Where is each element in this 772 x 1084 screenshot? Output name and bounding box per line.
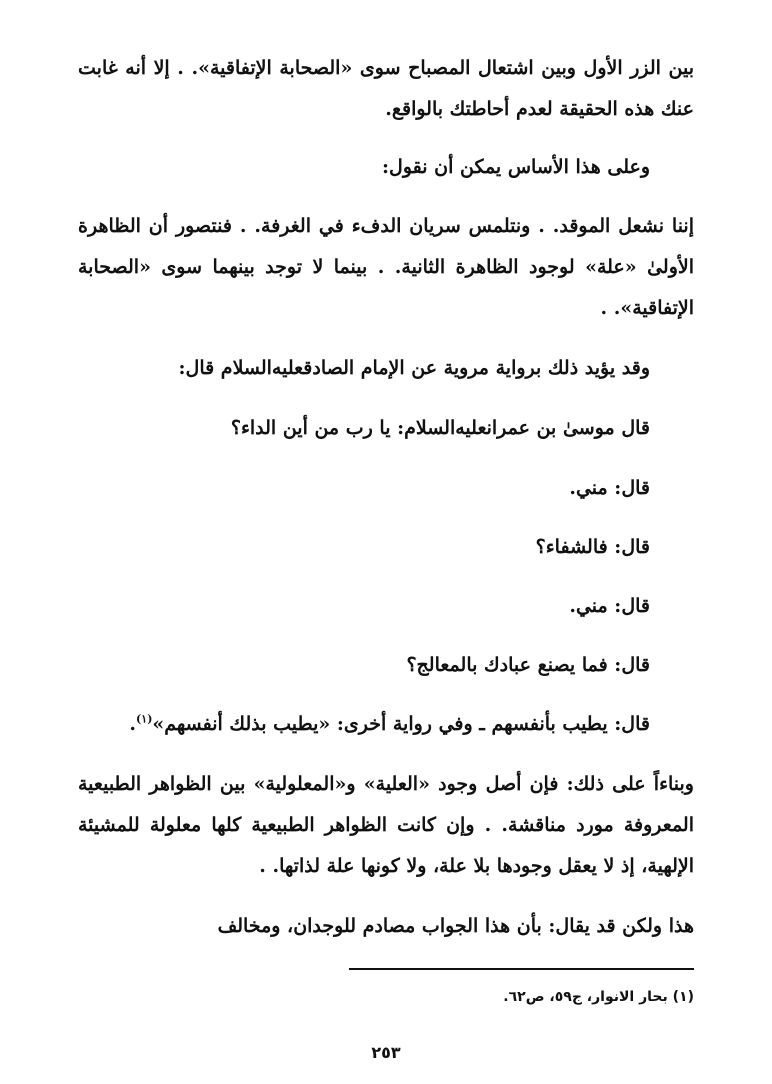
- paragraph-question-healer: قال: فما يصنع عبادك بالمعالج؟: [406, 654, 650, 676]
- paragraph-answer-1: قال: مني.: [569, 477, 650, 499]
- answer-3-text: قال: يطيب بأنفسهم ـ وفي رواية أخرى: «يطيب بذلك أنفسهم»: [152, 713, 650, 735]
- footnote-text: (١) بحار الانوار، ج٥٩، ص٦٢.: [503, 989, 694, 1005]
- paragraph-musa-question: قال موسىٰ بن عمرانعليه‌السلام: يا رب من أين الداء؟: [230, 417, 650, 439]
- paragraph-narration-intro: وقد يؤيد ذلك برواية مروية عن الإمام الصادقعليه‌السلام قال:: [178, 357, 650, 379]
- paragraph-answer-3: [78, 704, 650, 745]
- footnote-reference: (١): [136, 712, 153, 726]
- footnote-divider: [349, 968, 694, 970]
- paragraph-conclusion: وبناءاً على ذلك: فإن أصل وجود «العلية» و«المعلولية» بين الظواهر الطبيعية المعروفة مورد مناقشة. . وإن كانت الظواهر الطبيعية كلها معلولة للمشيئة الإلهية، إذ لا يعقل وجودها بلا علة، ولا كونها علة لذاتها. .: [78, 773, 694, 877]
- page-number: ٢٥٣: [371, 1043, 401, 1062]
- paragraph-objection: هذا ولكن قد يقال: بأن هذا الجواب مصادم للوجدان، ومخالف: [217, 915, 694, 937]
- paragraph-stove-example: إننا نشعل الموقد. . ونتلمس سريان الدفء في الغرفة. . فنتصور أن الظاهرة الأولىٰ «علة» لوجود الظاهرة الثانية. . بينما لا توجد بينهما سوى «الصحابة الإتفاقية». .: [78, 215, 694, 319]
- answer-3-end: .: [129, 713, 137, 735]
- paragraph-intro-statement: وعلى هذا الأساس يمكن أن نقول:: [382, 156, 650, 178]
- paragraph-answer-2: قال: مني.: [569, 595, 650, 617]
- paragraph-continuation: بين الزر الأول وبين اشتعال المصباح سوى «الصحابة الإتفاقية». . إلا أنه غابت عنك هذه الحقيقة لعدم أحاطتك بالواقع.: [78, 57, 694, 120]
- paragraph-question-cure: قال: فالشفاء؟: [535, 536, 650, 558]
